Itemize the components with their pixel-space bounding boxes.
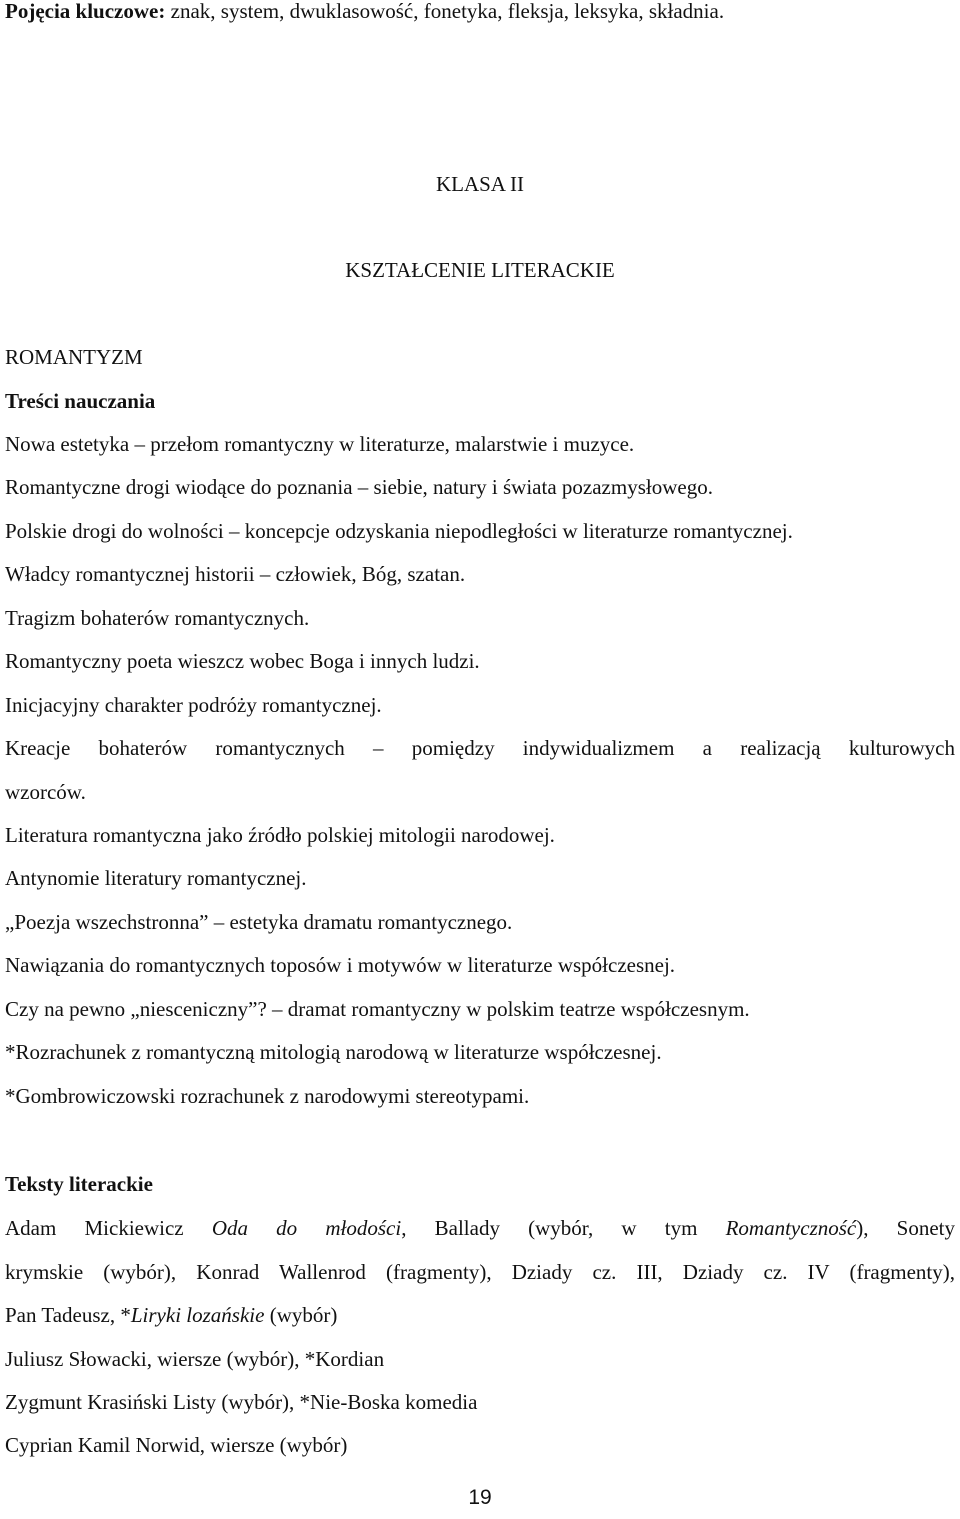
content-item: *Gombrowiczowski rozrachunek z narodowymi stereotypami. bbox=[5, 1084, 530, 1108]
content-item: „Poezja wszechstronna” – estetyka dramatu romantycznego. bbox=[5, 910, 513, 934]
content-heading: Treści nauczania bbox=[5, 389, 156, 413]
content-item: Literatura romantyczna jako źródło polskiej mitologii narodowej. bbox=[5, 823, 555, 847]
epoch-title: ROMANTYZM bbox=[5, 345, 143, 369]
content-item: Romantyczny poeta wieszcz wobec Boga i innych ludzi. bbox=[5, 649, 480, 673]
content-item: Kreacje bohaterów romantycznych – pomiędzy indywidualizmem a realizacją kulturowych bbox=[5, 736, 955, 760]
content-item: Nowa estetyka – przełom romantyczny w literaturze, malarstwie i muzyce. bbox=[5, 432, 635, 456]
content-item: Inicjacyjny charakter podróży romantycznej. bbox=[5, 693, 382, 717]
texts-line: krymskie (wybór), Konrad Wallenrod (fragmenty), Dziady cz. III, Dziady cz. IV (fragmenty), bbox=[5, 1260, 955, 1284]
content-item: *Rozrachunek z romantyczną mitologią narodową w literaturze współczesnej. bbox=[5, 1040, 662, 1064]
work-title: Liryki lozańskie bbox=[130, 1303, 265, 1327]
key-concepts-label: Pojęcia kluczowe: bbox=[5, 0, 166, 23]
page-number: 19 bbox=[468, 1486, 492, 1509]
content-item: wzorców. bbox=[5, 780, 86, 804]
texts-heading: Teksty literackie bbox=[5, 1172, 153, 1196]
content-item: Polskie drogi do wolności – koncepcje odzyskania niepodległości w literaturze romantycznej. bbox=[5, 519, 793, 543]
texts-line-part: ), Sonety bbox=[856, 1216, 956, 1240]
key-concepts-line bbox=[5, 0, 724, 33]
texts-line: Juliusz Słowacki, wiersze (wybór), *Kordian bbox=[5, 1347, 385, 1371]
key-concepts-text: znak, system, dwuklasowość, fonetyka, fleksja, leksyka, składnia. bbox=[165, 0, 725, 23]
content-item: Nawiązania do romantycznych toposów i motywów w literaturze współczesnej. bbox=[5, 953, 676, 977]
texts-line bbox=[5, 1294, 337, 1337]
section-title: KSZTAŁCENIE LITERACKIE bbox=[345, 258, 615, 282]
class-title: KLASA II bbox=[435, 172, 525, 196]
content-item: Antynomie literatury romantycznej. bbox=[5, 866, 307, 890]
work-title: Oda do młodości bbox=[211, 1216, 402, 1240]
content-item: Władcy romantycznej historii – człowiek, Bóg, szatan. bbox=[5, 562, 466, 586]
author-name: Adam Mickiewicz bbox=[5, 1216, 212, 1240]
content-item: Czy na pewno „niesceniczny”? – dramat romantyczny w polskim teatrze współczesnym. bbox=[5, 997, 750, 1021]
texts-line-part: Pan Tadeusz, * bbox=[5, 1303, 131, 1327]
content-item: Tragizm bohaterów romantycznych. bbox=[5, 606, 310, 630]
work-title: Romantyczność bbox=[725, 1216, 857, 1240]
content-item: Romantyczne drogi wiodące do poznania – siebie, natury i świata pozazmysłowego. bbox=[5, 475, 713, 499]
texts-line bbox=[5, 1207, 955, 1250]
texts-line-part: , Ballady (wybór, w tym bbox=[401, 1216, 726, 1240]
texts-line: Zygmunt Krasiński Listy (wybór), *Nie-Boska komedia bbox=[5, 1390, 478, 1414]
texts-line: Cyprian Kamil Norwid, wiersze (wybór) bbox=[5, 1433, 348, 1457]
texts-line-part: (wybór) bbox=[264, 1303, 338, 1327]
